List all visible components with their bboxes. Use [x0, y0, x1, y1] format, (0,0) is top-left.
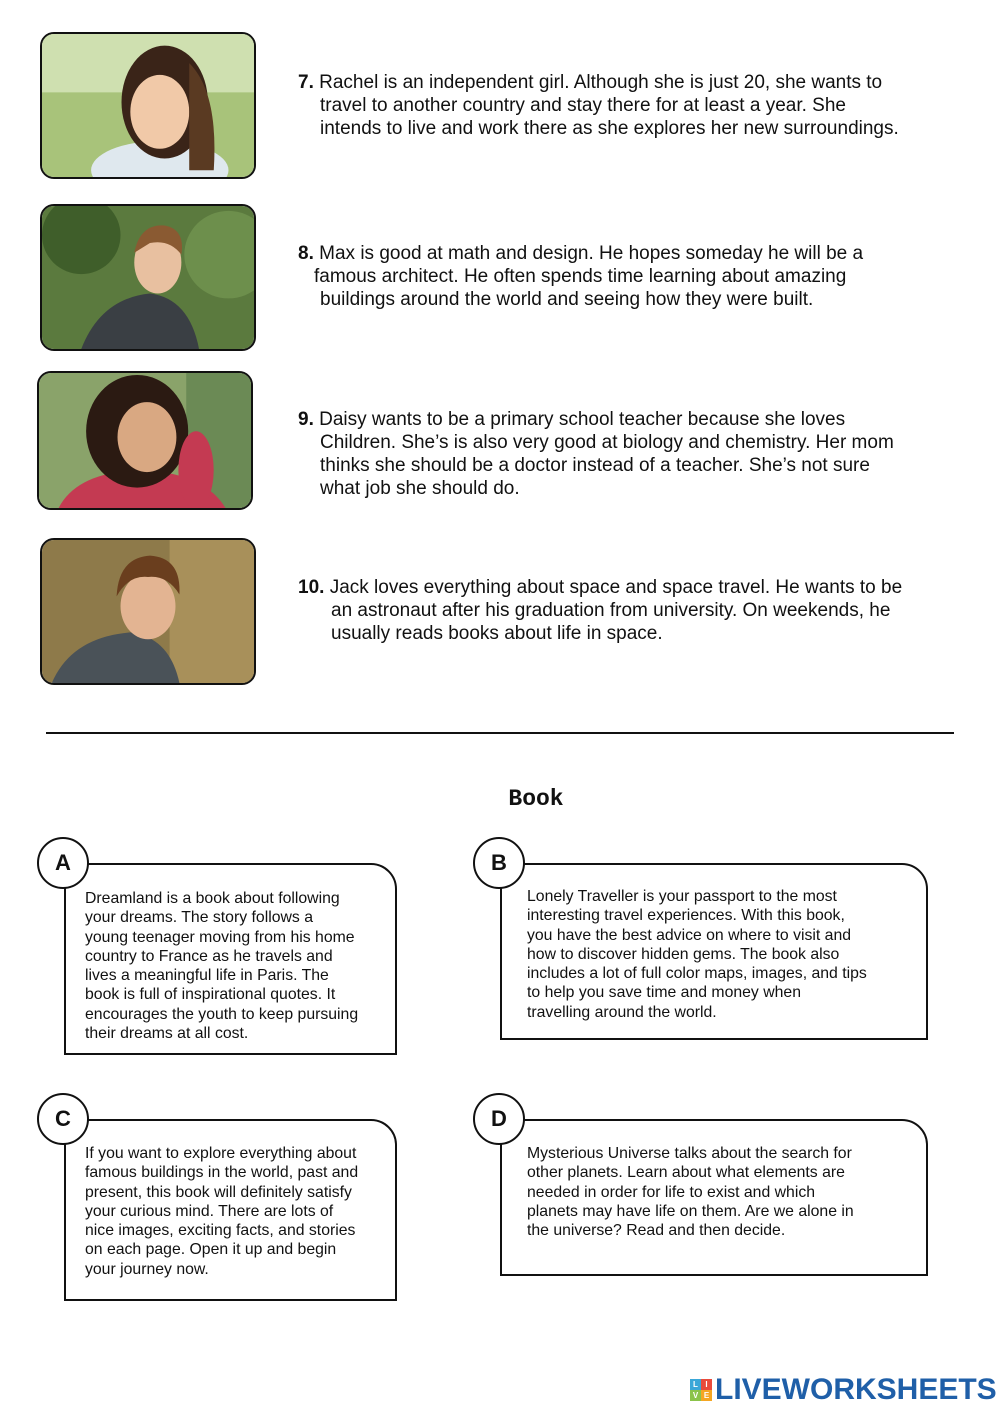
question-line: usually reads books about life in space.: [331, 623, 663, 644]
book-line: nice images, exciting facts, and stories: [85, 1222, 356, 1240]
book-text-c: [85, 1144, 358, 1279]
question-9: [298, 408, 894, 500]
question-line: famous architect. He often spends time learning about amazing: [314, 266, 847, 287]
question-number: 7.: [298, 72, 314, 93]
book-line: young teenager moving from his home: [85, 928, 355, 946]
book-line: your dreams. The story follows a: [85, 909, 313, 927]
book-line: Mysterious Universe talks about the search for: [527, 1145, 852, 1162]
book-letter-b: B: [473, 837, 525, 889]
section-divider: [46, 732, 954, 734]
book-text-b: [527, 887, 867, 1022]
book-line: interesting travel experiences. With this book,: [527, 907, 845, 925]
book-line: encourages the youth to keep pursuing: [85, 1005, 359, 1023]
book-text-d: [527, 1144, 854, 1240]
photo-daisy: [37, 371, 253, 510]
question-line: an astronaut after his graduation from university. On weekends, he: [331, 600, 891, 621]
liveworksheets-logo[interactable]: [690, 1370, 997, 1410]
book-line: planets may have life on them. Are we alone in: [527, 1202, 854, 1220]
section-title: Book: [508, 786, 564, 812]
photo-max: [40, 204, 256, 351]
book-line: includes a lot of full color maps, images, and tips: [527, 965, 867, 983]
book-line: the universe? Read and then decide.: [527, 1222, 786, 1240]
book-line: Dreamland is a book about following: [85, 890, 340, 907]
book-text-a: [85, 889, 358, 1043]
book-letter-c: C: [37, 1093, 89, 1145]
book-line: If you want to explore everything about: [85, 1145, 357, 1162]
book-letter-d: D: [473, 1093, 525, 1145]
book-line: their dreams at all cost.: [85, 1025, 249, 1043]
question-line: thinks she should be a doctor instead of a teacher. She’s not sure: [320, 455, 870, 476]
book-line: your curious mind. There are lots of: [85, 1202, 334, 1220]
question-line: intends to live and work there as she explores her new surroundings.: [320, 118, 899, 139]
book-line: your journey now.: [85, 1260, 209, 1278]
question-number: 10.: [298, 577, 325, 598]
book-line: how to discover hidden gems. The book also: [527, 945, 840, 963]
logo-mark-letter: L: [690, 1379, 701, 1390]
book-line: to help you save time and money when: [527, 984, 801, 1002]
book-line: book is full of inspirational quotes. It: [85, 986, 336, 1004]
book-line: needed in order for life to exist and which: [527, 1183, 816, 1201]
question-line: what job she should do.: [320, 478, 520, 499]
photo-jack: [40, 538, 256, 685]
logo-text: LIVEWORKSHEETS: [715, 1373, 997, 1406]
book-line: lives a meaningful life in Paris. The: [85, 967, 329, 985]
question-7: [298, 71, 899, 140]
book-line: Lonely Traveller is your passport to the most: [527, 888, 837, 905]
logo-mark-letter: I: [701, 1379, 712, 1390]
book-line: on each page. Open it up and begin: [85, 1241, 337, 1259]
photo-rachel: [40, 32, 256, 179]
question-line: travel to another country and stay there for at least a year. She: [320, 95, 846, 116]
logo-mark-letter: V: [690, 1390, 701, 1401]
logo-mark-letter: E: [701, 1390, 712, 1401]
book-line: famous buildings in the world, past and: [85, 1164, 359, 1182]
book-line: country to France as he travels and: [85, 947, 333, 965]
question-line: Jack loves everything about space and space travel. He wants to be: [329, 577, 903, 598]
book-line: present, this book will definitely satisfy: [85, 1183, 352, 1201]
book-line: travelling around the world.: [527, 1003, 717, 1021]
question-line: Max is good at math and design. He hopes someday he will be a: [319, 243, 864, 264]
question-8: [298, 242, 863, 311]
logo-mark-icon: [690, 1379, 712, 1401]
question-line: Children. She’s is also very good at biology and chemistry. Her mom: [320, 432, 894, 453]
question-line: Daisy wants to be a primary school teacher because she loves: [319, 409, 846, 430]
book-line: you have the best advice on where to visit and: [527, 926, 852, 944]
question-line: Rachel is an independent girl. Although she is just 20, she wants to: [319, 72, 883, 93]
book-line: other planets. Learn about what elements are: [527, 1164, 845, 1182]
question-number: 8.: [298, 243, 314, 264]
question-line: buildings around the world and seeing how they were built.: [320, 289, 814, 310]
question-10: [298, 576, 902, 645]
question-number: 9.: [298, 409, 314, 430]
book-letter-a: A: [37, 837, 89, 889]
